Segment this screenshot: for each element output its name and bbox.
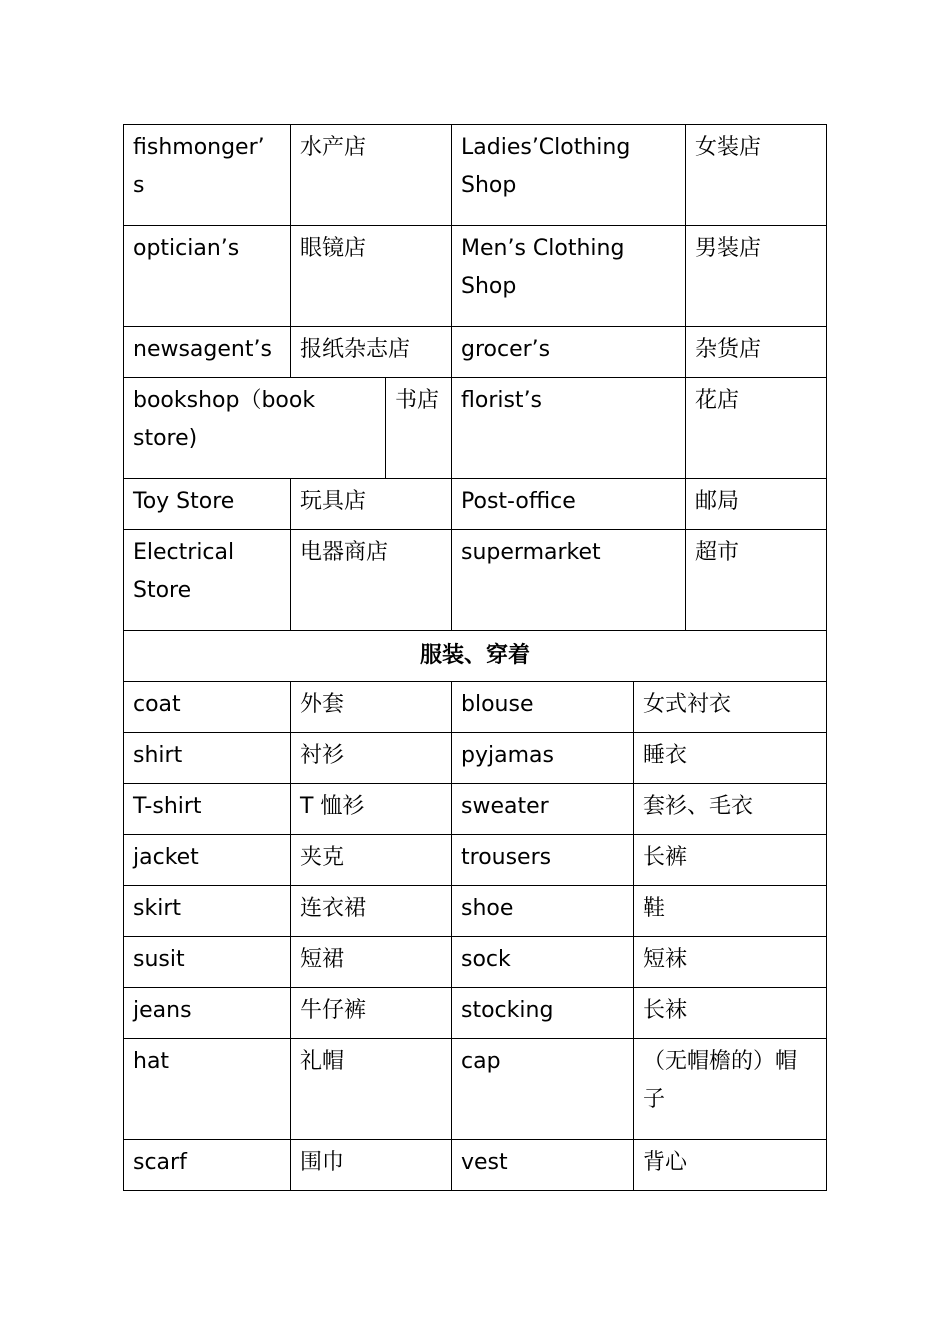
chinese-term: 电器商店	[290, 529, 451, 630]
chinese-term: 超市	[685, 529, 827, 630]
english-term: trousers	[451, 834, 633, 885]
chinese-term: 短袜	[633, 936, 827, 987]
shop-row	[123, 377, 827, 478]
chinese-term: （无帽檐的）帽 子	[633, 1038, 827, 1139]
english-term: grocer’s	[451, 326, 685, 377]
english-term: Post-office	[451, 478, 685, 529]
english-term: supermarket	[451, 529, 685, 630]
chinese-term: 邮局	[685, 478, 827, 529]
english-term: jeans	[123, 987, 290, 1038]
chinese-term: T 恤衫	[290, 783, 451, 834]
english-term: coat	[123, 681, 290, 732]
chinese-term: 牛仔裤	[290, 987, 451, 1038]
english-term: susit	[123, 936, 290, 987]
chinese-term: 睡衣	[633, 732, 827, 783]
chinese-term: 夹克	[290, 834, 451, 885]
shop-row	[123, 529, 827, 630]
clothing-row	[123, 885, 827, 936]
section-header: 服装、穿着	[123, 630, 827, 681]
clothing-row	[123, 681, 827, 732]
chinese-term: 套衫、毛衣	[633, 783, 827, 834]
chinese-term: 女式衬衣	[633, 681, 827, 732]
clothing-row	[123, 1139, 827, 1190]
clothing-row	[123, 732, 827, 783]
chinese-term: 男装店	[685, 225, 827, 326]
chinese-term: 长裤	[633, 834, 827, 885]
shop-row	[123, 478, 827, 529]
chinese-term: 花店	[685, 377, 827, 478]
english-term: jacket	[123, 834, 290, 885]
chinese-term: 水产店	[290, 124, 451, 225]
chinese-term: 女装店	[685, 124, 827, 225]
chinese-term: 鞋	[633, 885, 827, 936]
chinese-term: 眼镜店	[290, 225, 451, 326]
english-term: vest	[451, 1139, 633, 1190]
chinese-term: 书店	[385, 377, 451, 478]
english-term: cap	[451, 1038, 633, 1139]
english-term: florist’s	[451, 377, 685, 478]
english-term: sweater	[451, 783, 633, 834]
chinese-term: 围巾	[290, 1139, 451, 1190]
chinese-term: 长袜	[633, 987, 827, 1038]
english-term: optician’s	[123, 225, 290, 326]
english-term: hat	[123, 1038, 290, 1139]
english-term: shirt	[123, 732, 290, 783]
english-term: fishmonger’ s	[123, 124, 290, 225]
chinese-term: 衬衫	[290, 732, 451, 783]
english-term: blouse	[451, 681, 633, 732]
english-term: Ladies’Clothing Shop	[451, 124, 685, 225]
english-term: scarf	[123, 1139, 290, 1190]
clothing-row	[123, 834, 827, 885]
english-term: Electrical Store	[123, 529, 290, 630]
chinese-term: 礼帽	[290, 1038, 451, 1139]
english-term: stocking	[451, 987, 633, 1038]
english-term: skirt	[123, 885, 290, 936]
english-term: pyjamas	[451, 732, 633, 783]
english-term: Men’s Clothing Shop	[451, 225, 685, 326]
english-term: T-shirt	[123, 783, 290, 834]
chinese-term: 外套	[290, 681, 451, 732]
table-bottom-border	[123, 1190, 827, 1191]
chinese-term: 背心	[633, 1139, 827, 1190]
chinese-term: 连衣裙	[290, 885, 451, 936]
english-term: sock	[451, 936, 633, 987]
clothing-row	[123, 783, 827, 834]
clothing-row	[123, 936, 827, 987]
shop-row	[123, 225, 827, 326]
chinese-term: 玩具店	[290, 478, 451, 529]
english-term: bookshop（book store)	[123, 377, 385, 478]
chinese-term: 短裙	[290, 936, 451, 987]
clothing-row	[123, 1038, 827, 1139]
chinese-term: 报纸杂志店	[290, 326, 451, 377]
shop-row	[123, 326, 827, 377]
section-header-row	[123, 630, 827, 681]
shop-row	[123, 124, 827, 225]
chinese-term: 杂货店	[685, 326, 827, 377]
clothing-row	[123, 987, 827, 1038]
english-term: shoe	[451, 885, 633, 936]
english-term: Toy Store	[123, 478, 290, 529]
english-term: newsagent’s	[123, 326, 290, 377]
